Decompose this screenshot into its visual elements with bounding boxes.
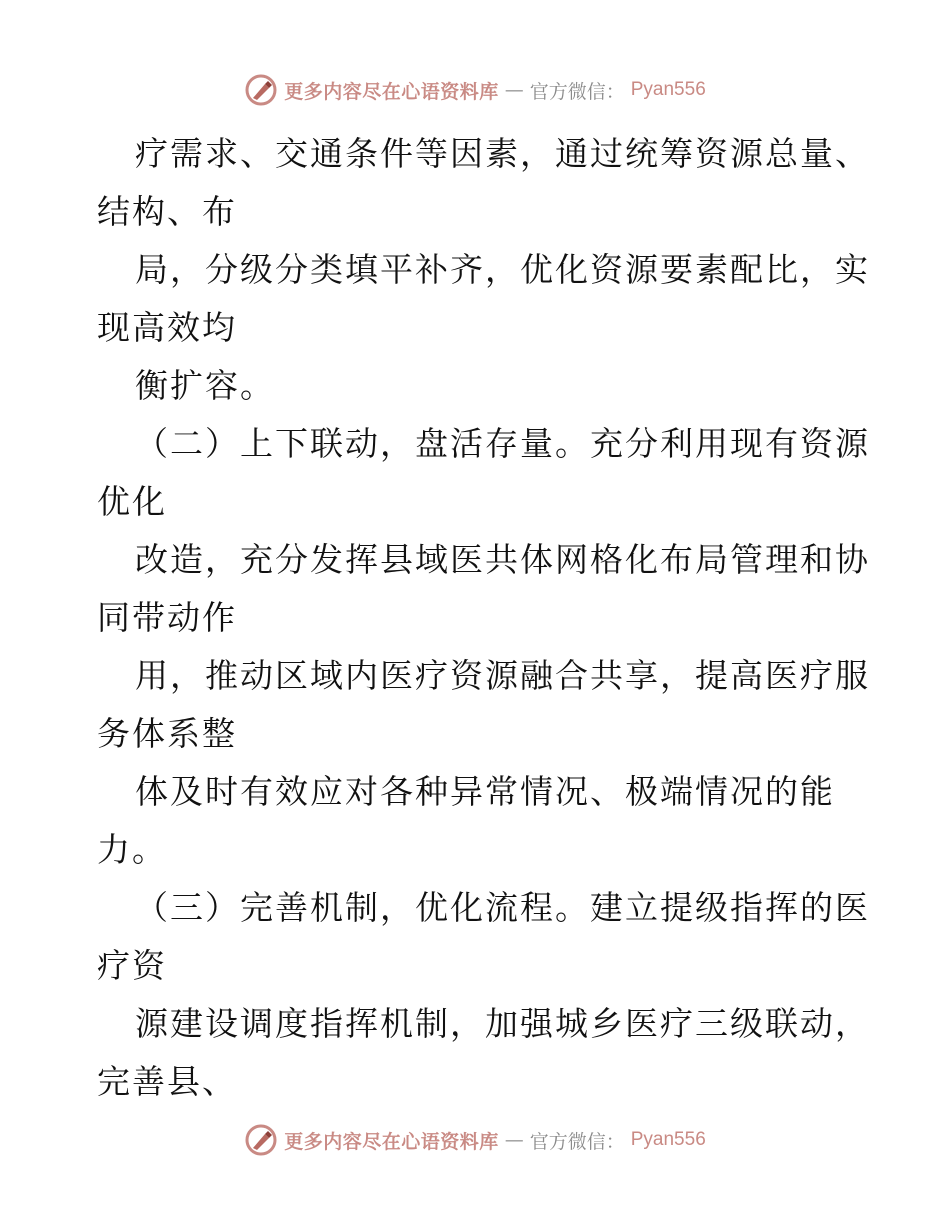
text-line: （三）完善机制，优化流程。建立提级指挥的医 xyxy=(135,888,870,927)
text-line: 改造，充分发挥县域医共体网格化布局管理和协 xyxy=(135,540,870,579)
text-line: 源建设调度指挥机制，加强城乡医疗三级联动， xyxy=(135,1004,870,1043)
watermark-wechat-id: Pyan556 xyxy=(630,79,706,100)
pen-logo-icon xyxy=(244,73,278,107)
text-line: 用，推动区域内医疗资源融合共享，提高医疗服 xyxy=(135,656,870,695)
text-line: 结构、布 xyxy=(97,192,237,231)
text-line: 体及时有效应对各种异常情况、极端情况的能 xyxy=(135,772,835,811)
text-line: 衡扩容。 xyxy=(135,366,275,405)
text-line: （二）上下联动，盘活存量。充分利用现有资源 xyxy=(135,424,870,463)
text-line: 同带动作 xyxy=(97,598,237,637)
pen-logo-icon xyxy=(244,1123,278,1157)
watermark-main-text: 更多内容尽在心语资料库 xyxy=(284,1130,499,1153)
text-line: 优化 xyxy=(97,482,167,521)
document-body xyxy=(97,125,870,1111)
watermark-dash: — xyxy=(504,1129,524,1151)
text-line: 务体系整 xyxy=(97,714,237,753)
text-line: 力。 xyxy=(97,830,167,869)
text-line: 疗资 xyxy=(97,946,167,985)
text-line: 疗需求、交通条件等因素，通过统筹资源总量、 xyxy=(135,134,870,173)
watermark-dash: — xyxy=(504,79,524,101)
header-watermark xyxy=(0,70,950,110)
text-line: 现高效均 xyxy=(97,308,237,347)
watermark-main-text: 更多内容尽在心语资料库 xyxy=(284,80,499,103)
footer-watermark xyxy=(0,1120,950,1160)
watermark-wechat-id: Pyan556 xyxy=(630,1129,706,1150)
text-line: 局，分级分类填平补齐，优化资源要素配比，实 xyxy=(135,250,870,289)
watermark-official-label: 官方微信： xyxy=(529,80,625,103)
text-line: 完善县、 xyxy=(97,1062,237,1101)
watermark-official-label: 官方微信： xyxy=(529,1130,625,1153)
